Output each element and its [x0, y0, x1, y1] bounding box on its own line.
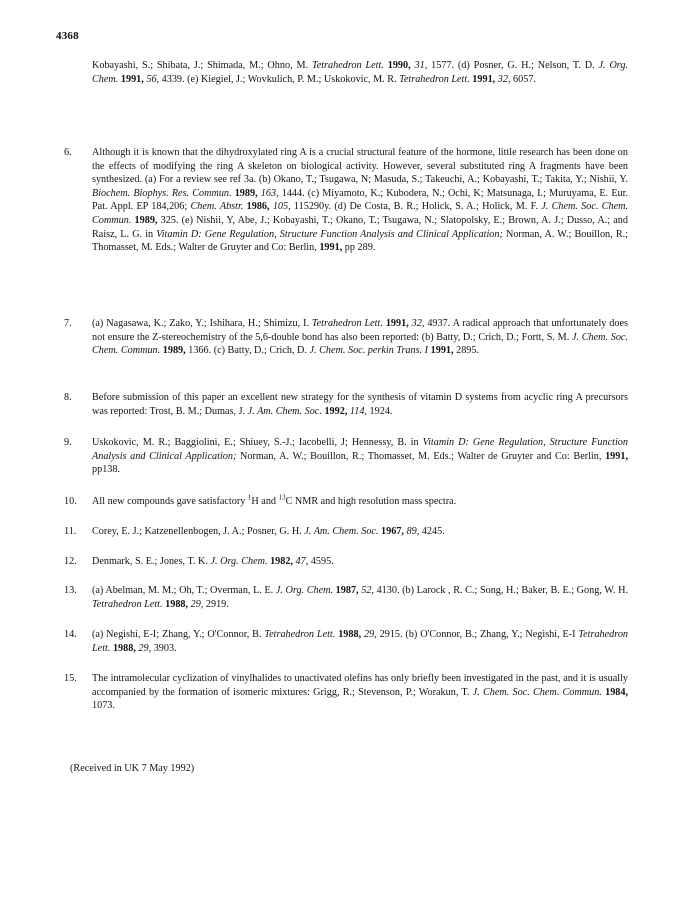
- reference-9: [56, 436, 628, 477]
- reference-text-run: All new compounds gave satisfactory: [92, 496, 248, 507]
- reference-text: [92, 436, 628, 477]
- reference-text-run: 1992,: [324, 405, 348, 417]
- reference-text-run: 1073.: [92, 700, 115, 712]
- reference-text: [92, 146, 628, 255]
- reference-number: 11.: [64, 526, 77, 537]
- reference-text-run: 1989,: [134, 214, 158, 226]
- reference-text-run: (a) Negishi, E-I; Zhang, Y.; O'Connor, B.: [92, 629, 265, 640]
- reference-text-run: 29,: [190, 598, 204, 610]
- reference-11: [56, 525, 628, 539]
- reference-text-run: H and: [251, 496, 279, 507]
- reference-text-run: 4130. (b) Larock , R. C.; Song, H.; Baker, B. E.; Gong, W. H.: [373, 585, 629, 596]
- reference-number: 9.: [64, 437, 72, 448]
- reference-text-run: 3903.: [151, 642, 177, 654]
- reference-text-run: J. Chem. Soc. Chem. Commun.: [92, 201, 629, 226]
- reference-text-run: Tetrahedron Lett.: [311, 60, 384, 71]
- reference-text: [92, 59, 628, 86]
- reference-text-run: 1: [247, 493, 252, 502]
- reference-text-run: Although it is known that the dihydroxylated ring A is a crucial structural feature of the hormone, little research has been done on the effects of modifying the ring A skeleton on biological activity. However, several substituted ring A fragments have been synthesized. (a) For a review see ref 3a. (b) Okano, T.; Tsugawa, N; Masuda, S.; Takeuchi, A.; Kobayashi, T.; Takita, Y.; Nishii, Y.: [92, 147, 628, 186]
- reference-text-run: 4339. (e) Kiegiel, J.; Wovkulich, P. M.; Uskokovic, M. R.: [159, 73, 400, 85]
- reference-text-run: Norman, A. W.; Bouillon, R.; Thomasset, M. Eds.; Walter de Gruyter and Co: Berlin,: [92, 228, 628, 254]
- reference-text-run: 1988,: [165, 598, 189, 610]
- reference-text: [92, 317, 628, 358]
- reference-text-run: 115290y. (d) De Costa, B. R.; Holick, S. A.; Holick, M. F.: [290, 201, 542, 213]
- reference-text-run: Tetrahedron Lett.: [92, 629, 629, 654]
- reference-text-run: J. Chem. Soc. Chem. Commun.: [92, 331, 629, 357]
- reference-text-run: 29,: [364, 629, 377, 640]
- reference-number: 7.: [64, 318, 72, 329]
- reference-text-run: J. Am. Chem. Soc.: [304, 526, 379, 537]
- reference-text-run: 1990,: [387, 60, 411, 71]
- reference-text-run: 4595.: [308, 556, 334, 567]
- reference-text-run: pp138.: [92, 464, 121, 476]
- reference-text: [92, 584, 628, 611]
- reference-text-run: 4937. A radical approach that unfortunately does not ensure the Z-stereochemistry of the 5,6-double bond has also been reported: (b) Batty, D.; Crich, D.; Fortt, S. M.: [92, 318, 628, 343]
- reference-text-run: J. Chem. Soc. Chem. Commun.: [472, 686, 602, 698]
- reference-text-run: 2895.: [453, 345, 480, 357]
- reference-text: [92, 525, 628, 539]
- reference-text-run: Tetrahedron Lett.: [399, 73, 470, 85]
- reference-text-run: 32,: [411, 318, 425, 329]
- reference-text-run: Corey, E. J.; Katzenellenbogen, J. A.; Posner, G. H.: [92, 526, 305, 537]
- reference-text-run: Biochem. Biophys. Res. Commun.: [92, 187, 232, 199]
- reference-text-run: The intramolecular cyclization of vinylhalides to unactivated olefins has only briefly been investigated in the past, and it is usually accompanied by the formation of isomeric mixtures: Grigg, R.; Stevenson, P.; Worakun, T.: [92, 673, 628, 698]
- reference-text-run: C NMR and high resolution mass spectra.: [285, 496, 457, 507]
- reference-14: [56, 628, 628, 655]
- reference-text-run: Norman, A. W.; Bouillon, R.; Thomasset, M. Eds.; Walter de Gruyter and Co: Berlin,: [236, 450, 606, 462]
- reference-number: 6.: [64, 147, 72, 158]
- reference-text: [92, 672, 628, 713]
- reference-number: 12.: [64, 556, 77, 567]
- reference-number: 10.: [64, 496, 77, 507]
- reference-text-run: Vitamin D: Gene Regulation, Structure Function Analysis and Clinical Application;: [156, 228, 503, 240]
- reference-10: [56, 495, 628, 509]
- reference-12: [56, 555, 628, 569]
- reference-text-run: 325. (e) Nishii, Y, Abe, J.; Kobayashi, T.; Okano, T.; Tsugawa, N.; Slatopolsky, E.; Brown, A. J.; Dusso, A.; and Raisz, L. G. in: [92, 214, 628, 240]
- reference-text-run: 163,: [260, 187, 279, 199]
- reference-number: 15.: [64, 673, 77, 684]
- reference-15: [56, 672, 628, 713]
- reference-text-run: 1991,: [385, 318, 409, 329]
- reference-text-run: 13: [278, 493, 286, 502]
- reference-text-run: 1991,: [120, 73, 144, 85]
- reference-text: [92, 391, 628, 418]
- reference-text-run: J. Org. Chem.: [92, 60, 629, 85]
- reference-text-run: J. Am. Chem. Soc.: [247, 405, 322, 417]
- reference-text-run: 56,: [146, 73, 160, 85]
- reference-text-run: (a) Abelman, M. M.; Oh, T.; Overman, L. E.: [92, 585, 276, 596]
- reference-13: [56, 584, 628, 611]
- reference-text-run: 1991,: [472, 73, 496, 85]
- reference-text-run: 1988,: [112, 642, 136, 654]
- reference-text-run: 1991,: [605, 450, 628, 462]
- reference-text-run: 1967,: [381, 526, 404, 537]
- reference-text-run: 2915. (b) O'Connor, B.; Zhang, Y.; Negishi, E-I: [376, 629, 579, 640]
- reference-text-run: 1577. (d) Posner, G. H.; Nelson, T. D.: [427, 60, 599, 71]
- reference-text-run: 2919.: [203, 598, 229, 610]
- reference-text-run: 105,: [272, 201, 291, 213]
- reference-text-run: 1988,: [338, 629, 362, 640]
- reference-text-run: Denmark, S. E.; Jones, T. K.: [92, 556, 211, 567]
- reference-text-run: pp 289.: [342, 242, 376, 254]
- reference-7: [56, 317, 628, 358]
- reference-6: [56, 146, 628, 255]
- reference-text-run: 32,: [497, 73, 511, 85]
- reference-text-run: 114,: [349, 405, 367, 417]
- reference-8: [56, 391, 628, 418]
- reference-text-run: 1987,: [335, 585, 359, 596]
- reference-text-run: 1991,: [319, 242, 343, 254]
- reference-text-run: (a) Nagasawa, K.; Zako, Y.; Ishihara, H.; Shimizu, I.: [92, 318, 312, 329]
- reference-text-run: Vitamin D: Gene Regulation, Structure Function Analysis and Clinical Application;: [92, 437, 628, 462]
- reference-text-run: 1984,: [605, 686, 629, 698]
- reference-text: [92, 628, 628, 655]
- page-number: 4368: [56, 30, 79, 42]
- reference-number: 13.: [64, 585, 77, 596]
- reference-text-run: 1924.: [366, 405, 393, 417]
- reference-text-run: Tetrahedron Lett.: [311, 318, 383, 329]
- received-date: (Received in UK 7 May 1992): [70, 763, 195, 774]
- reference-number: 14.: [64, 629, 77, 640]
- reference-text-run: Before submission of this paper an excellent new strategy for the synthesis of vitamin D systems from acyclic ring A precursors was reported: Trost, B. M.; Dumas, J.: [92, 392, 628, 417]
- reference-text-run: J. Org. Chem.: [275, 585, 334, 596]
- reference-text-run: 47,: [295, 556, 309, 567]
- reference-text-run: 4245.: [419, 526, 445, 537]
- reference-continuation: [56, 59, 628, 86]
- reference-text-run: 6057.: [510, 73, 536, 85]
- reference-text-run: 1989,: [162, 345, 186, 357]
- reference-text-run: 1982,: [270, 556, 293, 567]
- reference-text-run: Tetrahedron Lett.: [264, 629, 336, 640]
- reference-text-run: 89,: [406, 526, 420, 537]
- reference-text-run: 1444. (c) Miyamoto, K.; Kubodera, N.; Ochi, K; Matsunaga, I.; Muruyama, E. Eur. Pat. Appl. EP 184,206;: [92, 187, 629, 213]
- reference-text-run: Tetrahedron Lett.: [92, 598, 163, 610]
- reference-text-run: J. Chem. Soc. perkin Trans. I: [309, 345, 429, 357]
- reference-text-run: 1991,: [430, 345, 454, 357]
- reference-text-run: 1989,: [234, 187, 258, 199]
- reference-text-run: Uskokovic, M. R.; Baggiolini, E.; Shiuey, S.-J.; Iacobelli, J; Hennessy, B. in: [92, 437, 423, 448]
- reference-text: [92, 555, 628, 569]
- reference-text-run: 1986,: [246, 201, 270, 213]
- reference-text: [92, 495, 628, 509]
- reference-text-run: Kobayashi, S.; Shibata, J.; Shimada, M.; Ohno, M.: [92, 60, 312, 71]
- reference-number: 8.: [64, 392, 72, 403]
- reference-text-run: 1366. (c) Batty, D.; Crich, D.: [185, 345, 310, 357]
- reference-text-run: J. Org. Chem.: [210, 556, 268, 567]
- reference-text-run: 31,: [414, 60, 428, 71]
- reference-text-run: 29,: [138, 642, 152, 654]
- reference-text-run: Chem. Abstr.: [190, 201, 244, 213]
- reference-text-run: 52,: [361, 585, 374, 596]
